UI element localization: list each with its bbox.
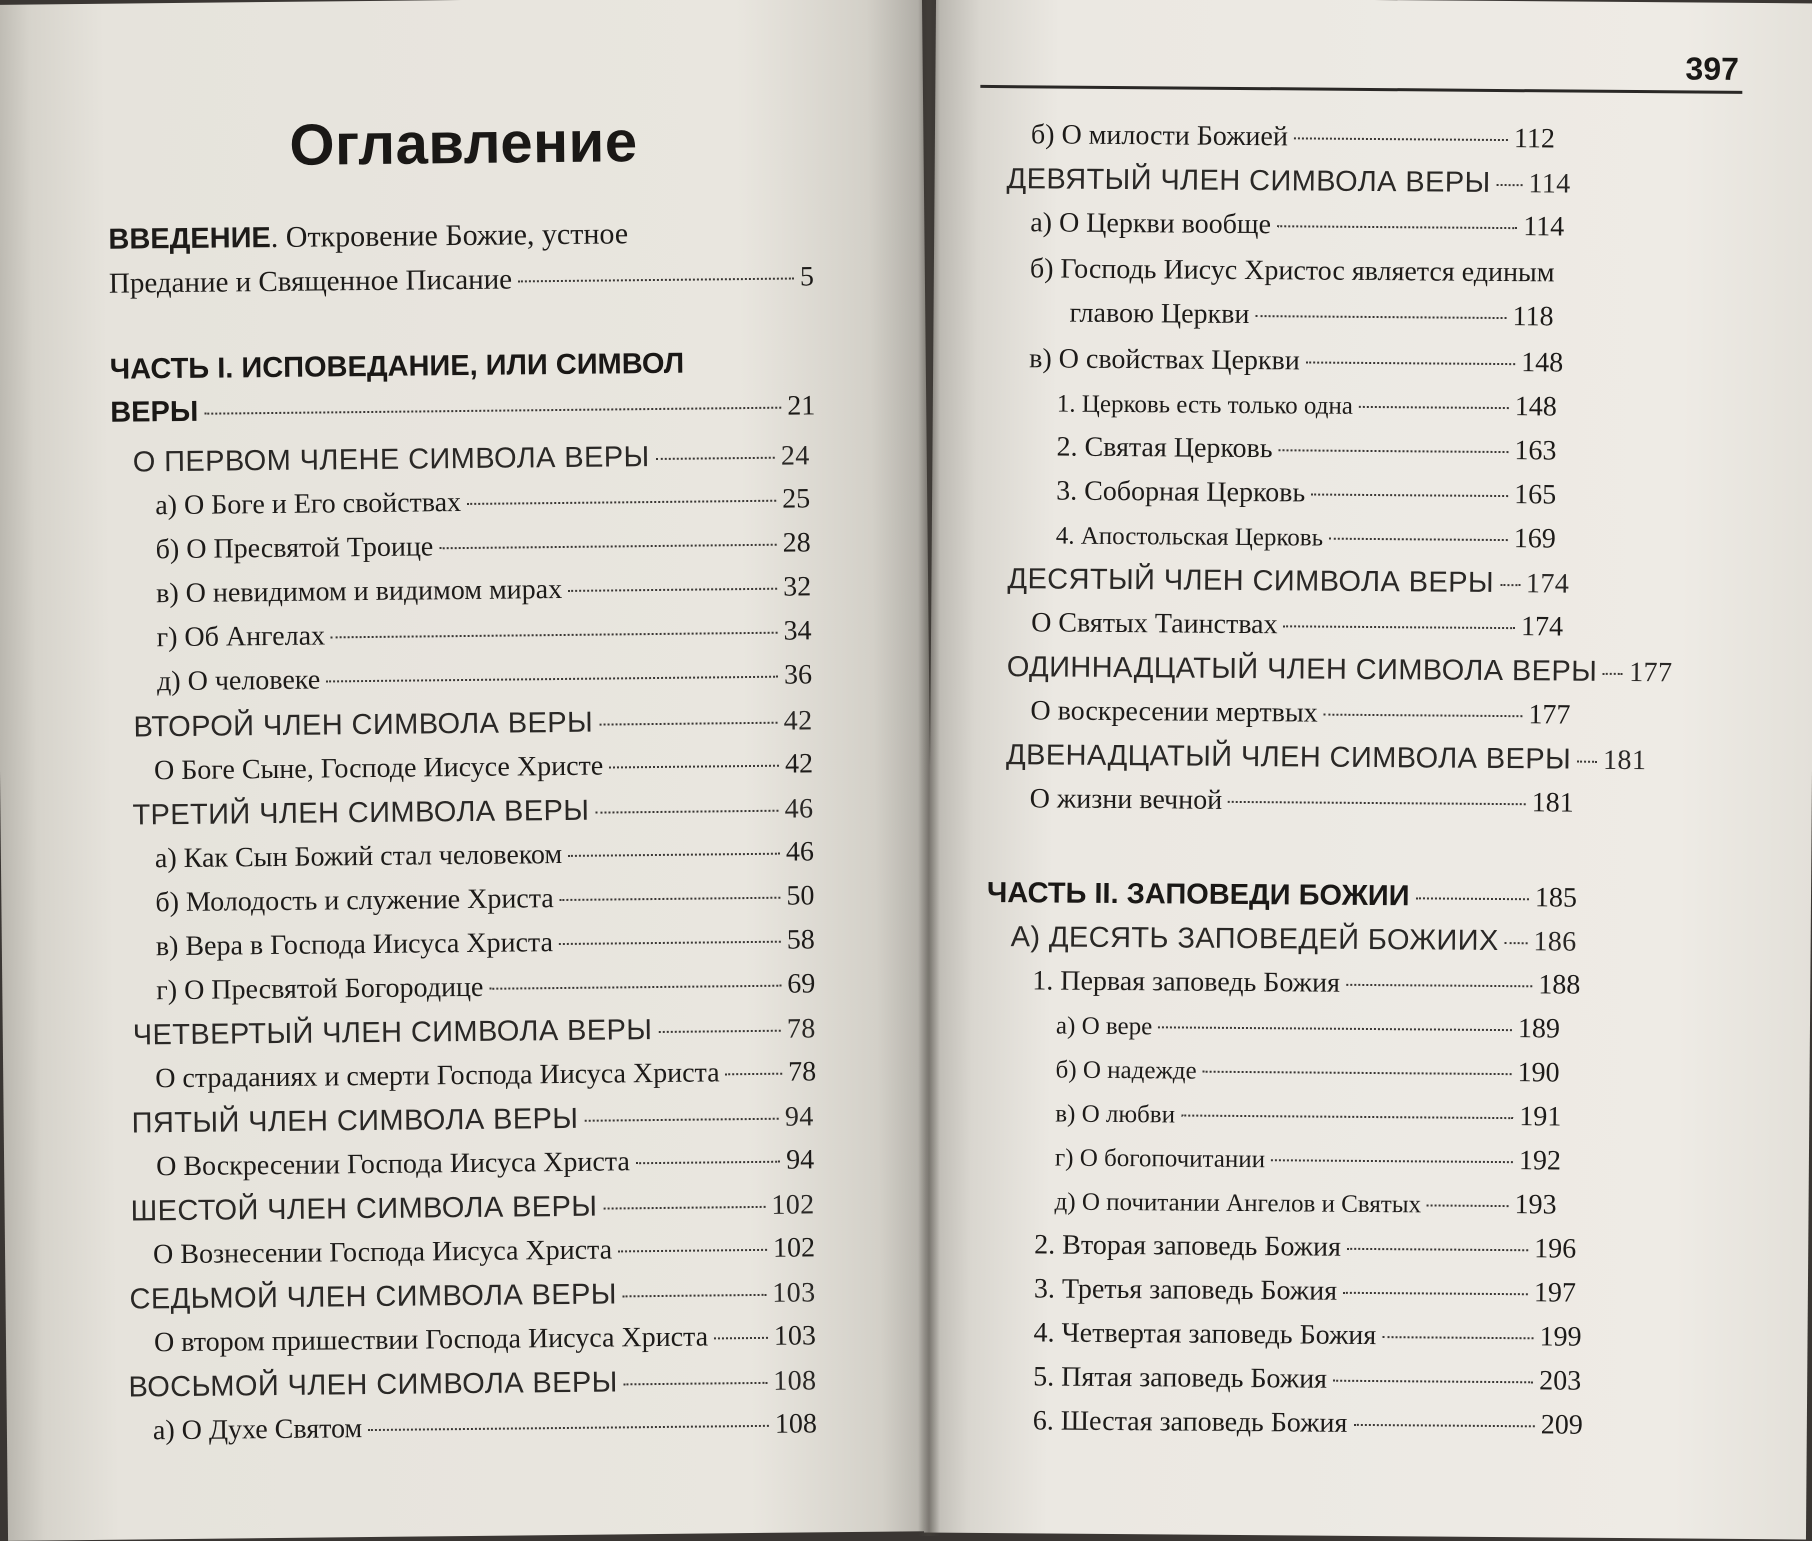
leader-dots (1353, 1424, 1534, 1427)
leader-dots (1603, 673, 1623, 675)
toc-entry[interactable] (1031, 607, 1563, 655)
page-number: 203 (1539, 1365, 1582, 1397)
page-number: 78 (788, 1056, 817, 1088)
page-number: 103 (772, 1277, 816, 1309)
toc-entry[interactable] (1055, 1098, 1561, 1146)
leader-dots (489, 985, 781, 990)
toc-entry-label: 4. Апостольская Церковь (1055, 522, 1324, 552)
page-number: 199 (1539, 1321, 1582, 1353)
leader-dots (623, 1294, 766, 1298)
toc-entry-label: 2. Святая Церковь (1056, 431, 1273, 465)
toc-entry-label: О ПЕРВОМ ЧЛЕНЕ СИМВОЛА ВЕРЫ (132, 441, 650, 479)
leader-dots (439, 544, 776, 550)
leader-dots (1346, 984, 1532, 987)
page-number: 189 (1517, 1013, 1561, 1045)
toc-entry[interactable] (1056, 1010, 1560, 1058)
toc-entry-label: д) О человеке (156, 664, 321, 698)
leader-dots (714, 1337, 768, 1340)
leader-dots (1329, 538, 1508, 541)
toc-entry[interactable] (155, 1056, 816, 1107)
toc-entry-label: в) О любви (1055, 1100, 1176, 1129)
page-number: 108 (774, 1408, 818, 1440)
toc-entry-label: ДЕВЯТЫЙ ЧЛЕН СИМВОЛА ВЕРЫ (1006, 163, 1491, 199)
leader-dots (1324, 714, 1523, 718)
toc-entry-label: а) Как Сын Божий стал человеком (154, 838, 563, 875)
toc-entry-label: О Вознесении Господа Иисуса Христа (152, 1234, 613, 1271)
leader-dots (1347, 1248, 1528, 1251)
leader-dots (656, 457, 775, 460)
toc-entry[interactable] (1033, 1405, 1583, 1453)
page-number: 192 (1518, 1145, 1562, 1177)
toc-entry-label: 6. Шестая заповедь Божия (1032, 1405, 1348, 1439)
leader-dots (1158, 1026, 1512, 1031)
toc-entry[interactable] (1006, 651, 1673, 699)
page-number: 25 (782, 483, 811, 515)
toc-entry-label: главою Церкви (1069, 297, 1250, 331)
toc-entry[interactable] (1007, 563, 1570, 611)
intro-line2: Предание и Священное Писание (108, 263, 513, 300)
toc-entry[interactable] (1034, 1229, 1576, 1277)
leader-dots (1271, 1159, 1513, 1163)
toc-entry-label: в) Вера в Господа Иисуса Христа (155, 927, 554, 963)
leader-dots (1181, 1115, 1513, 1120)
book-gutter (918, 0, 940, 1536)
toc-entry-label: ДВЕНАДЦАТЫЙ ЧЛЕН СИМВОЛА ВЕРЫ (1005, 739, 1572, 776)
page-number: 191 (1519, 1101, 1562, 1133)
toc-entry[interactable] (156, 924, 815, 975)
toc-entry-label: ПЯТЫЙ ЧЛЕН СИМВОЛА ВЕРЫ (131, 1102, 579, 1140)
page-number: 196 (1534, 1233, 1577, 1265)
page-number: 94 (785, 1144, 815, 1176)
toc-entry-label: д) О почитании Ангелов и Святых (1054, 1188, 1422, 1219)
leader-dots (1343, 1292, 1528, 1295)
page-number: 209 (1540, 1409, 1583, 1441)
page-number: 169 (1513, 523, 1556, 555)
leader-dots (1203, 1071, 1512, 1075)
toc-entry[interactable] (155, 483, 810, 534)
page-number: 148 (1514, 391, 1557, 423)
page-number: 102 (771, 1189, 815, 1221)
toc-entry[interactable] (156, 1144, 814, 1195)
toc-entry-label: г) О Пресвятой Богородице (156, 971, 484, 1007)
page-number: 148 (1521, 347, 1564, 379)
page-number: 190 (1517, 1057, 1560, 1089)
page-number: 163 (1514, 435, 1557, 467)
toc-entry-label: ТРЕТИЙ ЧЛЕН СИМВОЛА ВЕРЫ (132, 794, 590, 832)
page-number: 118 (1512, 301, 1554, 333)
toc-entry-label: ШЕСТОЙ ЧЛЕН СИМВОЛА ВЕРЫ (130, 1190, 598, 1228)
toc-entry-label: а) О Церкви вообще (1030, 207, 1272, 241)
toc-entry[interactable] (133, 1012, 816, 1063)
intro-line1: . Откровение Божие, устное (270, 217, 629, 255)
toc-entry[interactable] (1030, 253, 1574, 301)
toc-entry-label: г) О богопочитании (1054, 1144, 1266, 1174)
page-number: 34 (783, 615, 812, 647)
leader-dots (1277, 225, 1517, 229)
toc-entry-label: в) О невидимом и видимом мирах (155, 573, 563, 610)
page-number: 58 (786, 924, 815, 956)
toc-entry-label: г) Об Ангелах (156, 620, 326, 654)
toc-entry[interactable] (155, 836, 814, 887)
toc-entry-label: а) О вере (1055, 1012, 1153, 1041)
page-number: 36 (783, 659, 813, 691)
toc-entry-label: О Воскресении Господа Иисуса Христа (155, 1146, 630, 1183)
toc-entry-label: ВОСЬМОЙ ЧЛЕН СИМВОЛА ВЕРЫ (128, 1366, 618, 1404)
page-number: 181 (1531, 787, 1574, 819)
toc-entry[interactable] (1030, 695, 1570, 743)
toc-entry[interactable] (128, 1364, 816, 1415)
toc-entry[interactable] (1030, 207, 1564, 255)
toc-entry-label: О воскресении мертвых (1030, 695, 1318, 729)
toc-entry-label: СЕДЬМОЙ ЧЛЕН СИМВОЛА ВЕРЫ (129, 1278, 618, 1316)
page-number: 5 (799, 261, 815, 293)
toc-entry-label: А) ДЕСЯТЬ ЗАПОВЕДЕЙ БОЖИИХ (1010, 921, 1499, 958)
page-number: 181 (1602, 744, 1647, 777)
toc-entry-label: б) Молодость и служение Христа (155, 883, 554, 919)
toc-entry[interactable] (154, 1320, 816, 1371)
leader-dots (1497, 184, 1523, 186)
page-number: 186 (1533, 926, 1577, 958)
part1-heading[interactable]: ЧАСТЬ I. ИСПОВЕДАНИЕ, ИЛИ СИМВОЛ (109, 347, 685, 386)
page-number: 42 (783, 705, 813, 737)
toc-entry-label: 4. Четвертая заповедь Божия (1033, 1317, 1377, 1352)
leader-dots (1577, 761, 1597, 763)
page-number: 78 (786, 1013, 816, 1045)
toc-entry[interactable] (1010, 921, 1576, 969)
toc-entry[interactable] (153, 1232, 815, 1283)
leader-dots (603, 1206, 765, 1210)
leader-dots (1416, 897, 1529, 900)
leader-dots (204, 407, 781, 415)
toc-entry-label: б) О надежде (1055, 1056, 1197, 1085)
toc-entry-label: О Боге Сыне, Господе Иисусе Христе (153, 750, 604, 787)
page-number: 42 (784, 748, 814, 780)
toc-entry[interactable] (1032, 965, 1580, 1013)
toc-entry-label: ЧАСТЬ II. ЗАПОВЕДИ БОЖИИ (986, 876, 1410, 913)
toc-entry-label: ОДИННАДЦАТЫЙ ЧЛЕН СИМВОЛА ВЕРЫ (1006, 651, 1598, 688)
toc-entry[interactable] (1030, 783, 1574, 831)
toc-entry-label: 5. Пятая заповедь Божия (1033, 1361, 1328, 1395)
leader-dots (636, 1161, 780, 1165)
leader-dots (1382, 1336, 1533, 1339)
toc-entry[interactable] (156, 527, 811, 578)
part1-row[interactable]: ВЕРЫ 21 (110, 390, 816, 429)
toc-entry-label: ВТОРОЙ ЧЛЕН СИМВОЛА ВЕРЫ (133, 706, 594, 744)
toc-entry-label: О страданиях и смерти Господа Иисуса Христа (155, 1057, 720, 1095)
page-number: 174 (1520, 611, 1564, 643)
page-number: 21 (787, 390, 816, 422)
page-number: 46 (785, 836, 815, 868)
leader-dots (1359, 406, 1509, 409)
toc-entry-label: О жизни вечной (1029, 783, 1223, 816)
toc-entry-label: 1. Церковь есть только одна (1056, 390, 1354, 420)
toc-title: Оглавление (289, 109, 638, 178)
toc-entry-label: 1. Первая заповедь Божия (1032, 965, 1341, 999)
toc-entry[interactable] (1033, 1361, 1581, 1409)
toc-entry[interactable] (1054, 1186, 1556, 1234)
leader-dots (467, 500, 776, 505)
leader-dots (331, 632, 778, 639)
leader-dots (726, 1073, 783, 1076)
toc-entry[interactable] (1056, 432, 1556, 480)
toc-entry[interactable] (132, 1100, 814, 1151)
toc-entry[interactable] (1029, 343, 1563, 391)
intro-entry (108, 211, 808, 260)
toc-entry-label: О Святых Таинствах (1031, 607, 1278, 641)
page-number: 165 (1514, 479, 1557, 511)
toc-entry[interactable] (133, 439, 810, 490)
page-number: 69 (787, 968, 816, 1000)
toc-entry[interactable] (155, 880, 814, 931)
toc-entry[interactable] (156, 615, 811, 666)
toc-entry[interactable] (1057, 388, 1557, 436)
leader-dots (624, 1382, 768, 1386)
toc-entry-label: ДЕСЯТЫЙ ЧЛЕН СИМВОЛА ВЕРЫ (1007, 563, 1495, 599)
leader-dots (1427, 1204, 1509, 1207)
toc-entry[interactable] (1005, 739, 1647, 787)
leader-dots (1500, 584, 1520, 586)
toc-entry[interactable] (130, 1188, 814, 1239)
intro-bold: ВВЕДЕНИЕ (108, 222, 271, 256)
toc-entry[interactable] (1034, 1273, 1576, 1321)
leader-dots (568, 588, 777, 592)
toc-entry-label: а) О Духе Святом (152, 1413, 363, 1447)
page-number: 50 (786, 880, 815, 912)
leader-dots (1294, 137, 1508, 141)
page-number: 46 (784, 793, 814, 825)
toc-entry-label: ЧЕТВЕРТЫЙ ЧЛЕН СИМВОЛА ВЕРЫ (132, 1014, 653, 1052)
leader-dots (1306, 361, 1515, 365)
toc-entry-label: в) О свойствах Церкви (1029, 343, 1300, 377)
toc-entry-label: О втором пришествии Господа Иисуса Христа (153, 1321, 709, 1359)
page-number: 103 (773, 1320, 817, 1352)
page-number: 94 (784, 1101, 814, 1133)
leader-dots (658, 1030, 781, 1033)
page-number: 112 (1513, 123, 1556, 155)
toc-entry[interactable] (129, 1276, 815, 1327)
toc-entry[interactable] (1056, 520, 1556, 568)
toc-entry[interactable] (157, 659, 812, 710)
toc-entry[interactable] (1055, 1142, 1561, 1190)
toc-entry-label: б) Господь Иисус Христос является единым (1029, 253, 1555, 289)
toc-entry[interactable] (1056, 476, 1556, 524)
leader-dots (1228, 801, 1526, 805)
leader-dots (584, 1118, 779, 1122)
leader-dots (609, 765, 779, 769)
header-rule (980, 85, 1742, 94)
page-number: 174 (1525, 568, 1570, 600)
page-number: 108 (773, 1365, 817, 1397)
page-number: 177 (1629, 657, 1673, 689)
leader-dots (518, 278, 794, 283)
leader-dots (560, 897, 781, 901)
leader-dots (326, 676, 778, 683)
page-number: 193 (1514, 1189, 1557, 1221)
leader-dots (1505, 942, 1528, 944)
toc-entry[interactable] (987, 877, 1577, 926)
toc-entry-label: а) О Боге и Его свойствах (155, 487, 462, 522)
toc-entry[interactable] (156, 968, 815, 1019)
page-number: 24 (780, 440, 810, 472)
leader-dots (1311, 494, 1508, 498)
toc-entry-label: 3. Соборная Церковь (1056, 475, 1306, 509)
toc-entry[interactable] (1033, 1317, 1581, 1365)
toc-entry[interactable] (132, 792, 813, 843)
page-number: 114 (1528, 168, 1571, 200)
toc-entry[interactable] (156, 571, 811, 622)
page-number: 188 (1538, 969, 1581, 1001)
page-number: 197 (1533, 1277, 1577, 1309)
toc-entry[interactable] (1006, 163, 1570, 211)
right-page (924, 0, 1812, 1539)
intro-row[interactable] (109, 260, 814, 311)
leader-dots (1284, 625, 1516, 629)
page-number: 185 (1534, 882, 1578, 914)
toc-entry[interactable] (133, 704, 812, 755)
leader-dots (1279, 449, 1509, 453)
page-number: 28 (782, 527, 811, 559)
page-number-header: 397 (1685, 50, 1740, 87)
page-number: 177 (1528, 699, 1571, 731)
toc-entry[interactable] (1031, 119, 1555, 167)
leader-dots (1333, 1380, 1533, 1384)
leader-dots (599, 722, 778, 726)
toc-entry[interactable] (1055, 1054, 1559, 1102)
leader-dots (568, 853, 780, 857)
leader-dots (595, 810, 778, 814)
leader-dots (368, 1425, 769, 1431)
toc-entry[interactable] (153, 1408, 817, 1459)
toc-entry[interactable] (1069, 298, 1553, 346)
toc-entry-label: б) О Пресвятой Троице (155, 531, 434, 566)
toc-entry[interactable] (154, 748, 813, 799)
leader-dots (1255, 315, 1506, 319)
leader-dots (618, 1249, 767, 1253)
toc-entry-label: 2. Вторая заповедь Божия (1034, 1229, 1342, 1263)
leader-dots (559, 941, 781, 945)
toc-entry-label: 3. Третья заповедь Божия (1033, 1273, 1338, 1307)
page-number: 114 (1523, 211, 1565, 243)
page-number: 102 (772, 1232, 816, 1264)
toc-entry-label: б) О милости Божией (1030, 119, 1289, 153)
page-number: 32 (782, 571, 812, 603)
